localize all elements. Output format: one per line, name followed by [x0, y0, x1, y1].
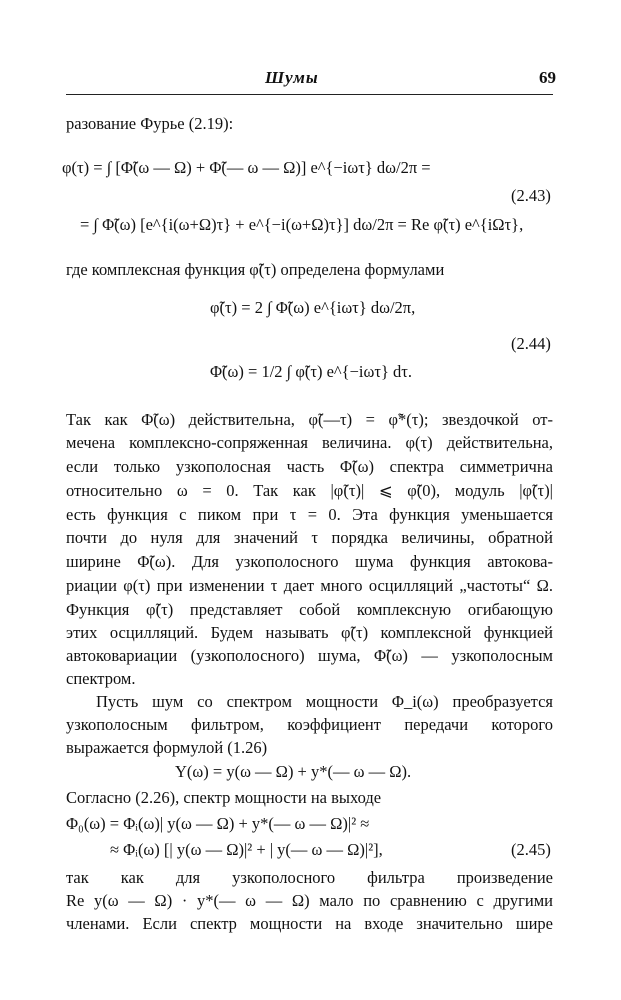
text-line: Так как Φ̃(ω) действительна, φ̃(—τ) = φ̃*(τ); звездочкой от- — [66, 410, 553, 429]
text-line: так как для узкополосного фильтра произведение — [66, 868, 553, 887]
text-line: ширине Φ̃(ω). Для узкополосного шума функция автокова- — [66, 552, 553, 571]
text-line: Функция φ̃(τ) представляет собой комплексную огибающую — [66, 600, 553, 619]
text-line: спектром. — [66, 669, 136, 688]
text-line: разование Фурье (2.19): — [66, 114, 234, 133]
text-line: этих осцилляций. Будем называть φ̃(τ) комплексной функцией — [66, 623, 553, 642]
text-line: есть функция с пиком при τ = 0. Эта функция уменьшается — [66, 505, 553, 524]
equation-2-45-line-2: ≈ Φᵢ(ω) [| y(ω — Ω)|² + | y(— ω — Ω)|²], — [110, 840, 383, 859]
equation-number-2-45: (2.45) — [511, 840, 551, 859]
text-line: риации φ(τ) при изменении τ дает много осцилляций „частоты“ Ω. — [66, 576, 553, 595]
equation-2-44-line-1: φ̃(τ) = 2 ∫ Φ̃(ω) e^{iωτ} dω/2π, — [210, 298, 416, 317]
running-header: Шумы — [265, 68, 319, 87]
text-line: относительно ω = 0. Так как |φ̃(τ)| ⩽ φ̃(0), модуль |φ̃(τ)| — [66, 481, 553, 500]
page-number: 69 — [539, 68, 556, 87]
equation-number-2-43: (2.43) — [511, 186, 551, 205]
equation-2-44-line-2: Φ̃(ω) = 1/2 ∫ φ̃(τ) e^{−iωτ} dτ. — [210, 362, 413, 381]
text-line: почти до нуля для значений τ порядка величины, обратной — [66, 528, 553, 547]
text-line: узкополосным фильтром, коэффициент передачи которого — [66, 715, 553, 734]
text-line: Re y(ω — Ω) · y*(— ω — Ω) мало по сравнению с другими — [66, 891, 553, 910]
text-line: Пусть шум со спектром мощности Φ_i(ω) преобразуется — [96, 692, 553, 711]
text-line: где комплексная функция φ̃(τ) определена формулами — [66, 260, 445, 279]
text-line: автоковариации (узкополосного) шума, Φ̃(ω) — узкополосным — [66, 646, 553, 665]
equation-2-43-line-1: φ(τ) = ∫ [Φ̃(ω — Ω) + Φ̃(— ω — Ω)] e^{−iωτ} dω/2π = — [62, 158, 431, 177]
text-line: мечена комплексно-сопряженная величина. φ(τ) действительна, — [66, 433, 553, 452]
header-rule — [66, 94, 553, 95]
text-line: если только узкополосная часть Φ̃(ω) спектра симметрична — [66, 457, 553, 476]
equation-number-2-44: (2.44) — [511, 334, 551, 353]
equation-1-26: Y(ω) = y(ω — Ω) + y*(— ω — Ω). — [175, 762, 412, 781]
text-line: членами. Если спектр мощности на входе значительно шире — [66, 914, 553, 933]
equation-2-45-line-1: Φ₀(ω) = Φᵢ(ω)| y(ω — Ω) + y*(— ω — Ω)|² ≈ — [66, 814, 370, 833]
text-line: выражается формулой (1.26) — [66, 738, 268, 757]
equation-2-43-line-2: = ∫ Φ̃(ω) [e^{i(ω+Ω)τ} + e^{−i(ω+Ω)τ}] dω/2π = Re φ̃(τ) e^{iΩτ}, — [80, 215, 524, 234]
text-line: Согласно (2.26), спектр мощности на выходе — [66, 788, 382, 807]
